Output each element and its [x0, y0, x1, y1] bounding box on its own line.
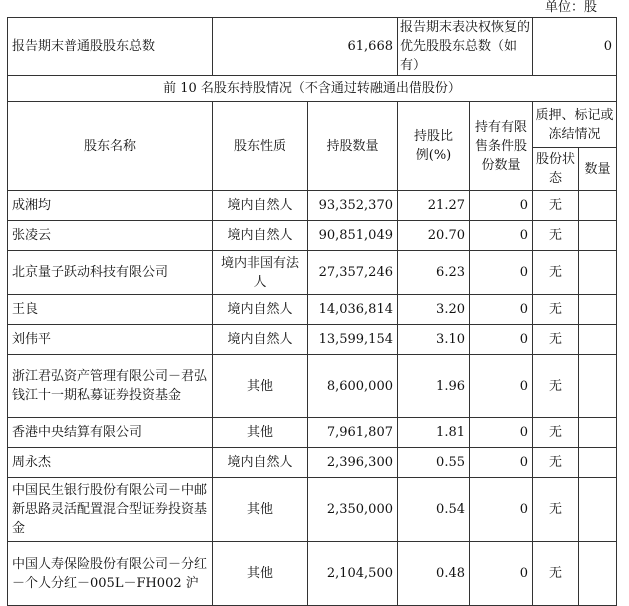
holder-name: 中国民生银行股份有限公司－中邮新思路灵活配置混合型证券投资基金	[8, 478, 213, 542]
preferred-holders-value: 0	[533, 18, 617, 76]
holder-pledge-qty	[579, 191, 617, 221]
preferred-holders-label: 报告期末表决权恢复的优先股股东总数（如有）	[398, 18, 533, 76]
holder-name: 周永杰	[8, 448, 213, 478]
holder-shares: 90,851,049	[308, 221, 398, 251]
header-restricted: 持有有限售条件股份数量	[470, 102, 533, 191]
holder-ratio: 0.48	[398, 542, 470, 606]
holder-name: 成湘均	[8, 191, 213, 221]
holder-shares: 8,600,000	[308, 355, 398, 418]
holder-nature: 境内自然人	[213, 191, 308, 221]
table-row	[8, 251, 617, 295]
holder-shares: 2,350,000	[308, 478, 398, 542]
holder-restricted: 0	[470, 191, 533, 221]
table-row	[8, 448, 617, 478]
holder-restricted: 0	[470, 418, 533, 448]
header-nature: 股东性质	[213, 102, 308, 191]
holder-restricted: 0	[470, 221, 533, 251]
section-title-row	[8, 76, 617, 102]
holder-nature: 境内自然人	[213, 295, 308, 325]
holder-name: 刘伟平	[8, 325, 213, 355]
holder-ratio: 21.27	[398, 191, 470, 221]
unit-label: 单位：股	[544, 0, 597, 15]
table-row	[8, 542, 617, 606]
holder-shares: 93,352,370	[308, 191, 398, 221]
holder-ratio: 1.96	[398, 355, 470, 418]
holder-pledge-qty	[579, 542, 617, 606]
holder-pledge-status: 无	[533, 542, 579, 606]
holder-ratio: 0.54	[398, 478, 470, 542]
holder-pledge-qty	[579, 448, 617, 478]
holder-nature: 其他	[213, 478, 308, 542]
holder-pledge-status: 无	[533, 295, 579, 325]
summary-row	[8, 18, 617, 76]
holder-restricted: 0	[470, 542, 533, 606]
holder-nature: 其他	[213, 355, 308, 418]
holder-name: 张凌云	[8, 221, 213, 251]
holder-shares: 14,036,814	[308, 295, 398, 325]
holder-ratio: 1.81	[398, 418, 470, 448]
holder-pledge-qty	[579, 478, 617, 542]
holder-pledge-status: 无	[533, 221, 579, 251]
header-row	[8, 102, 617, 148]
holder-nature: 境内自然人	[213, 325, 308, 355]
holder-nature: 境内自然人	[213, 221, 308, 251]
shareholder-table	[7, 17, 617, 606]
holder-pledge-qty	[579, 251, 617, 295]
table-row	[8, 478, 617, 542]
header-pledge-qty: 数量	[579, 148, 617, 191]
holder-ratio: 3.20	[398, 295, 470, 325]
table-row	[8, 418, 617, 448]
holder-restricted: 0	[470, 448, 533, 478]
holder-shares: 13,599,154	[308, 325, 398, 355]
table-row	[8, 221, 617, 251]
holder-restricted: 0	[470, 355, 533, 418]
holder-pledge-qty	[579, 325, 617, 355]
common-holders-label: 报告期末普通股股东总数	[8, 18, 213, 76]
header-name: 股东名称	[8, 102, 213, 191]
holder-shares: 27,357,246	[308, 251, 398, 295]
holder-pledge-status: 无	[533, 325, 579, 355]
holder-name: 浙江君弘资产管理有限公司－君弘钱江十一期私募证券投资基金	[8, 355, 213, 418]
holder-pledge-qty	[579, 221, 617, 251]
holder-name: 王良	[8, 295, 213, 325]
holder-restricted: 0	[470, 325, 533, 355]
holder-name: 香港中央结算有限公司	[8, 418, 213, 448]
holder-pledge-qty	[579, 418, 617, 448]
holder-pledge-status: 无	[533, 418, 579, 448]
holder-pledge-qty	[579, 295, 617, 325]
holder-name: 中国人寿保险股份有限公司－分红－个人分红－005L－FH002 沪	[8, 542, 213, 606]
holder-pledge-status: 无	[533, 478, 579, 542]
holder-pledge-status: 无	[533, 251, 579, 295]
holder-ratio: 6.23	[398, 251, 470, 295]
header-ratio: 持股比例(%)	[398, 102, 470, 191]
holder-restricted: 0	[470, 295, 533, 325]
holder-nature: 其他	[213, 542, 308, 606]
holder-nature: 境内自然人	[213, 448, 308, 478]
holder-nature: 境内非国有法人	[213, 251, 308, 295]
common-holders-value: 61,668	[213, 18, 398, 76]
holder-shares: 7,961,807	[308, 418, 398, 448]
holder-shares: 2,104,500	[308, 542, 398, 606]
holder-restricted: 0	[470, 478, 533, 542]
holder-nature: 其他	[213, 418, 308, 448]
holder-pledge-qty	[579, 355, 617, 418]
holder-shares: 2,396,300	[308, 448, 398, 478]
header-pledge-status: 股份状态	[533, 148, 579, 191]
holder-restricted: 0	[470, 251, 533, 295]
holder-pledge-status: 无	[533, 355, 579, 418]
holder-ratio: 3.10	[398, 325, 470, 355]
holder-name: 北京量子跃动科技有限公司	[8, 251, 213, 295]
header-pledge: 质押、标记或冻结情况	[533, 102, 617, 148]
table-row	[8, 295, 617, 325]
table-row	[8, 325, 617, 355]
holder-ratio: 0.55	[398, 448, 470, 478]
holder-ratio: 20.70	[398, 221, 470, 251]
section-title: 前 10 名股东持股情况（不含通过转融通出借股份）	[8, 76, 617, 102]
header-shares: 持股数量	[308, 102, 398, 191]
holder-pledge-status: 无	[533, 448, 579, 478]
holder-pledge-status: 无	[533, 191, 579, 221]
table-row	[8, 191, 617, 221]
table-row	[8, 355, 617, 418]
